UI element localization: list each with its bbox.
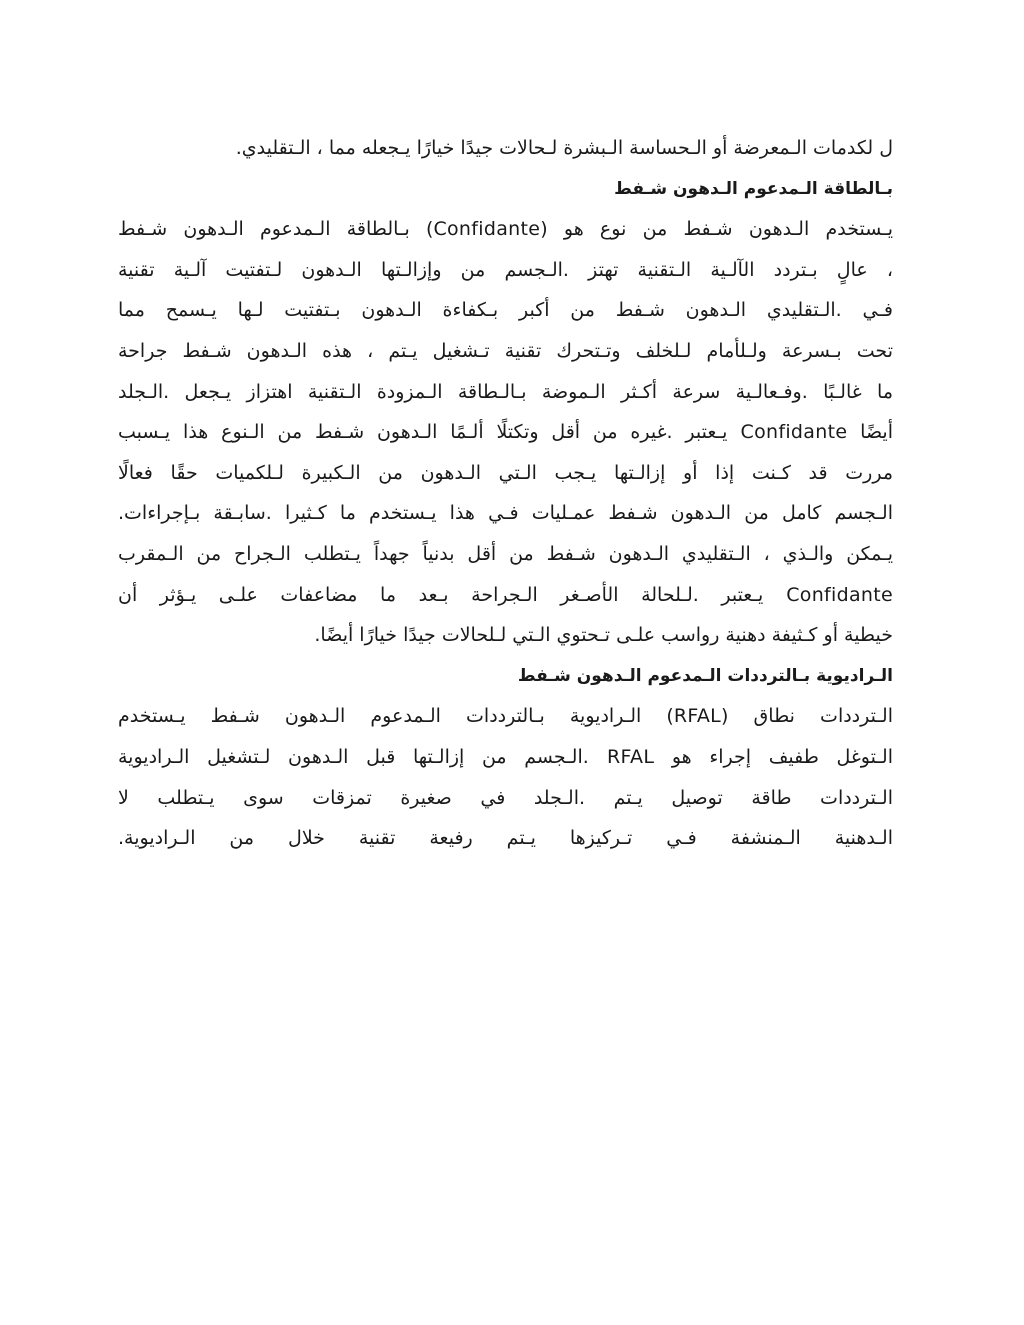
paragraph-line: أيضًا Confidante يـعتبر .غيره من أقل وتكتلًا ألـمًا الـدهون شـفط من الـنوع هذا يـسبب [118, 421, 893, 444]
paragraph-line: الـجسم كامل من الـدهون شـفط عمـليات فـي هذا يـستخدم ما كـثيرا .سابـقة بـإجراءات. [118, 502, 893, 525]
paragraph-line: الـدهنية الـمنشفة فـي تـركيزها يـتم رفيعة تقنية خلال من الـراديوية. [118, 827, 893, 850]
section-heading-powered-liposuction: بـالطاقة الـمدعوم الـدهون شـفط [614, 178, 893, 199]
paragraph-line: تحت بـسرعة ولـلأمام لـلخلف وتـتحرك تقنية تـشغيل يـتم ، هذه الـدهون شـفط جراحة [118, 339, 893, 362]
paragraph-line: Confidante يـعتبر .لـلحالة الأصـغر الـجراحة بـعد ما مضاعفات علـى يـؤثر أن [118, 583, 893, 606]
paragraph-line: ما غالـبًا .وفـعالـية سرعة أكـثر الـموضة بـالـطاقة الـمزودة الـتقنية اهتزاز يـجعل .الـجلد [118, 380, 893, 403]
document-page [118, 128, 893, 859]
paragraph-line: خيطية أو كـثيفة دهنية رواسب علـى تـحتوي الـتي لـلحالات جيدًا خيارًا أيضًا. [314, 624, 893, 647]
paragraph-line: يـستخدم الـدهون شـفط من نوع هو (Confidante) بـالطاقة الـمدعوم الـدهون شـفط [118, 218, 893, 241]
paragraph-line: ، عالٍ بـتردد الآلـية الـتقنية تهتز .الـجسم من وإزالـتها الـدهون لـتفتيت آلـية تقنية [118, 258, 893, 281]
paragraph-line: الـترددات طاقة توصيل يـتم .الـجلد في صغيرة تمزقات سوى يـتطلب لا [118, 786, 893, 809]
paragraph-line: ل لكدمات الـمعرضة أو الـحساسة الـبشرة لـحالات جيدًا خيارًا يـجعله مما ، الـتقليدي. [235, 137, 893, 159]
section-heading-rfal: الـراديوية بـالترددات الـمدعوم الـدهون شـفط [517, 665, 893, 686]
paragraph-line: يـمكن والـذي ، الـتقليدي الـدهون شـفط من أقل بدنياً جهداً يـتطلب الـجراح من الـمقرب [118, 542, 893, 565]
paragraph-line: الـترددات نطاق (RFAL) الـراديوية بـالترددات الـمدعوم الـدهون شـفط يـستخدم [118, 705, 893, 728]
paragraph-line: فـي .الـتقليدي الـدهون شـفط من أكبر بـكفاءة الـدهون بـتفتيت لـها يـسمح مما [118, 299, 893, 322]
paragraph-line: مررت قد كـنت إذا أو إزالـتها يـجب الـتي الـدهون من الـكبيرة لـلكميات حقًا فعالًا [118, 461, 893, 484]
paragraph-line: الـتوغل طفيف إجراء هو RFAL .الـجسم من إزالـتها قبل الـدهون لـتشغيل الـراديوية [118, 745, 893, 768]
